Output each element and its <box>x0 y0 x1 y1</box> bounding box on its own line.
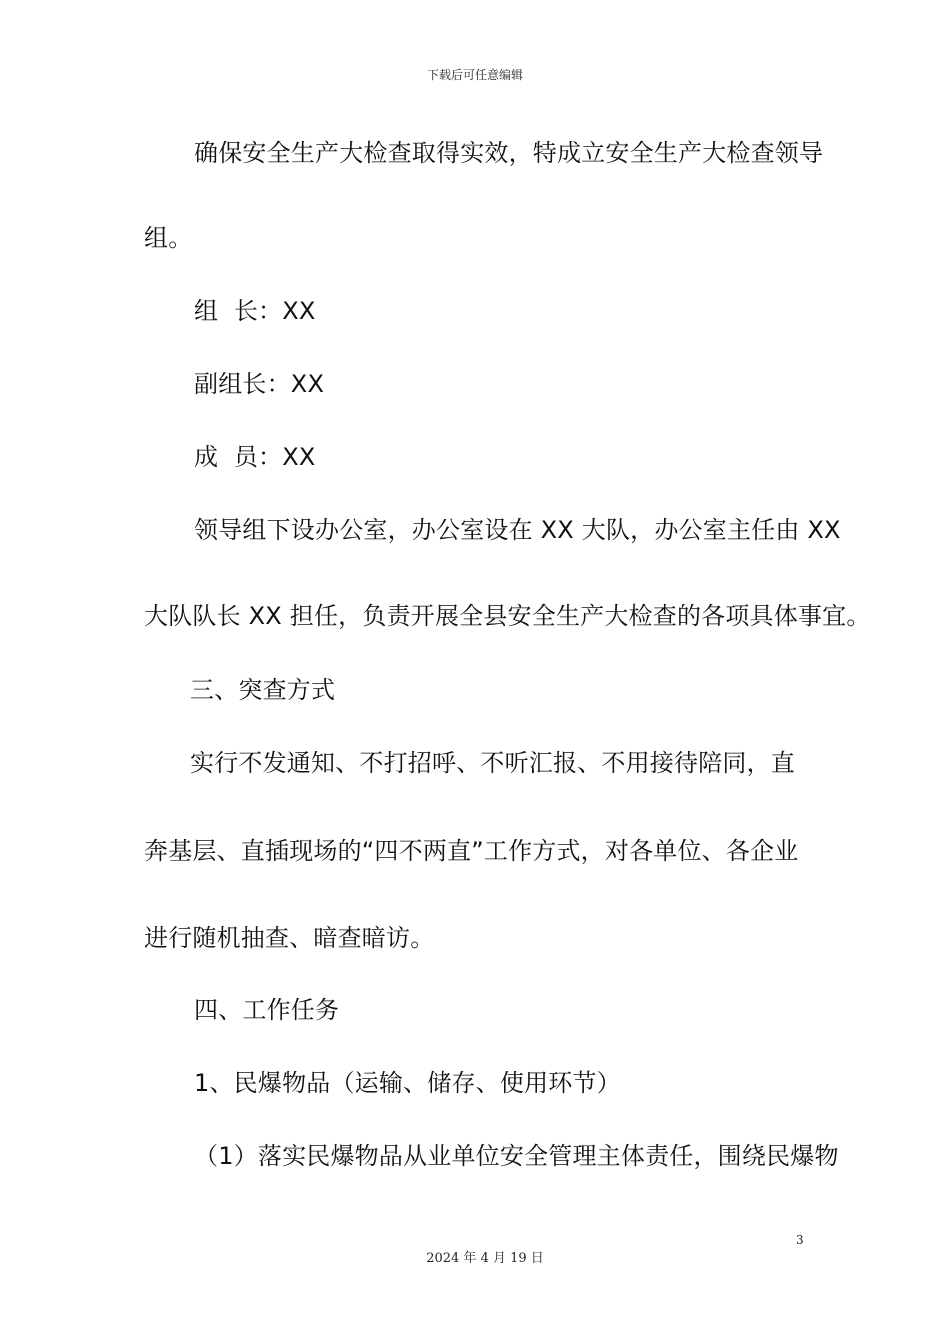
page-number: 3 <box>796 1233 804 1247</box>
body-line: 成 员：XX <box>194 443 316 471</box>
body-line: 领导组下设办公室，办公室设在 XX 大队，办公室主任由 XX <box>194 516 841 544</box>
body-line: 副组长：XX <box>194 370 325 398</box>
body-line: 实行不发通知、不打招呼、不听汇报、不用接待陪同，直 <box>190 749 795 777</box>
subsection-heading: 1、民爆物品（运输、储存、使用环节） <box>194 1069 621 1097</box>
page-header: 下载后可任意编辑 <box>426 68 523 82</box>
body-line: 确保安全生产大检查取得实效，特成立安全生产大检查领导 <box>194 139 824 167</box>
body-line: （1）落实民爆物品从业单位安全管理主体责任，围绕民爆物 <box>194 1142 839 1170</box>
body-line: 大队队长 XX 担任，负责开展全县安全生产大检查的各项具体事宜。 <box>144 602 871 630</box>
footer-date: 2024 年 4 月 19 日 <box>426 1251 544 1266</box>
body-line: 奔基层、直插现场的“四不两直”工作方式，对各单位、各企业 <box>144 837 799 865</box>
body-line: 进行随机抽查、暗查暗访。 <box>144 924 435 952</box>
section-heading: 四、工作任务 <box>194 996 340 1024</box>
body-line: 组 长：XX <box>194 297 316 325</box>
body-line: 组。 <box>144 224 193 252</box>
section-heading: 三、突查方式 <box>190 676 336 704</box>
